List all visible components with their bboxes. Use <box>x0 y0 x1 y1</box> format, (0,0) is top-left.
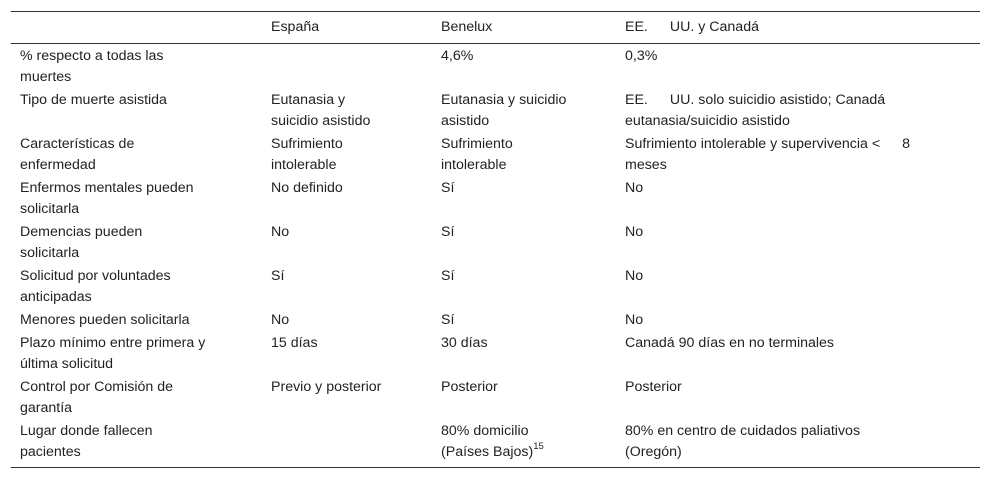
cell-espana: Sí <box>271 268 285 284</box>
header-eeuu-canada: EE. UU. y Canadá <box>625 19 759 35</box>
row-label: Lugar donde fallecen pacientes <box>20 423 153 460</box>
row-label: Plazo mínimo entre primera y última solicitud <box>20 335 206 372</box>
row-label: Enfermos mentales pueden solicitarla <box>20 180 194 217</box>
cell-benelux: 4,6% <box>441 48 474 64</box>
cell-espana: Previo y posterior <box>271 379 382 395</box>
reference-superscript: 15 <box>533 441 544 453</box>
cell-espana: Sufrimiento intolerable <box>271 136 343 173</box>
cell-eeuu-canada: No <box>625 180 644 196</box>
cell-benelux: Eutanasia y suicidio asistido <box>441 92 567 129</box>
row-label: Control por Comisión de garantía <box>20 379 173 416</box>
header-espana: España <box>271 19 320 35</box>
cell-espana: No definido <box>271 180 343 196</box>
cell-benelux: 80% domicilio (Países Bajos)$^{15}$ <box>441 423 544 460</box>
cell-eeuu-canada: Posterior <box>625 379 682 395</box>
cell-eeuu-canada: No <box>625 224 644 240</box>
row-label: % respecto a todas las muertes <box>20 48 164 85</box>
cell-benelux: Sí <box>441 180 455 196</box>
row-label: Demencias pueden solicitarla <box>20 224 143 261</box>
cell-benelux: Posterior <box>441 379 498 395</box>
row-label: Menores pueden solicitarla <box>20 312 190 328</box>
table-top-rule <box>11 11 980 12</box>
cell-espana: No <box>271 312 290 328</box>
cell-benelux: Sufrimiento intolerable <box>441 136 513 173</box>
cell-benelux: Sí <box>441 224 455 240</box>
cell-eeuu-canada: Canadá 90 días en no terminales <box>625 335 835 351</box>
header-benelux: Benelux <box>441 19 493 35</box>
cell-eeuu-canada: 80% en centro de cuidados paliativos (Oregón) <box>625 423 861 460</box>
cell-eeuu-canada: Sufrimiento intolerable y supervivencia < 8 meses <box>625 136 911 173</box>
row-label: Tipo de muerte asistida <box>20 92 167 108</box>
cell-benelux: 30 días <box>441 335 488 351</box>
row-label: Características de enfermedad <box>20 136 135 173</box>
cell-eeuu-canada: 0,3% <box>625 48 658 64</box>
cell-benelux: Sí <box>441 312 455 328</box>
header-rule <box>11 43 980 44</box>
cell-espana: Eutanasia y suicidio asistido <box>271 92 371 129</box>
row-label: Solicitud por voluntades anticipadas <box>20 268 171 305</box>
cell-benelux: Sí <box>441 268 455 284</box>
cell-eeuu-canada: No <box>625 312 644 328</box>
cell-eeuu-canada: No <box>625 268 644 284</box>
cell-espana: No <box>271 224 290 240</box>
table-bottom-rule <box>11 467 980 468</box>
cell-espana: 15 días <box>271 335 318 351</box>
cell-eeuu-canada: EE. UU. solo suicidio asistido; Canadá eutanasia/suicidio asistido <box>625 92 886 129</box>
